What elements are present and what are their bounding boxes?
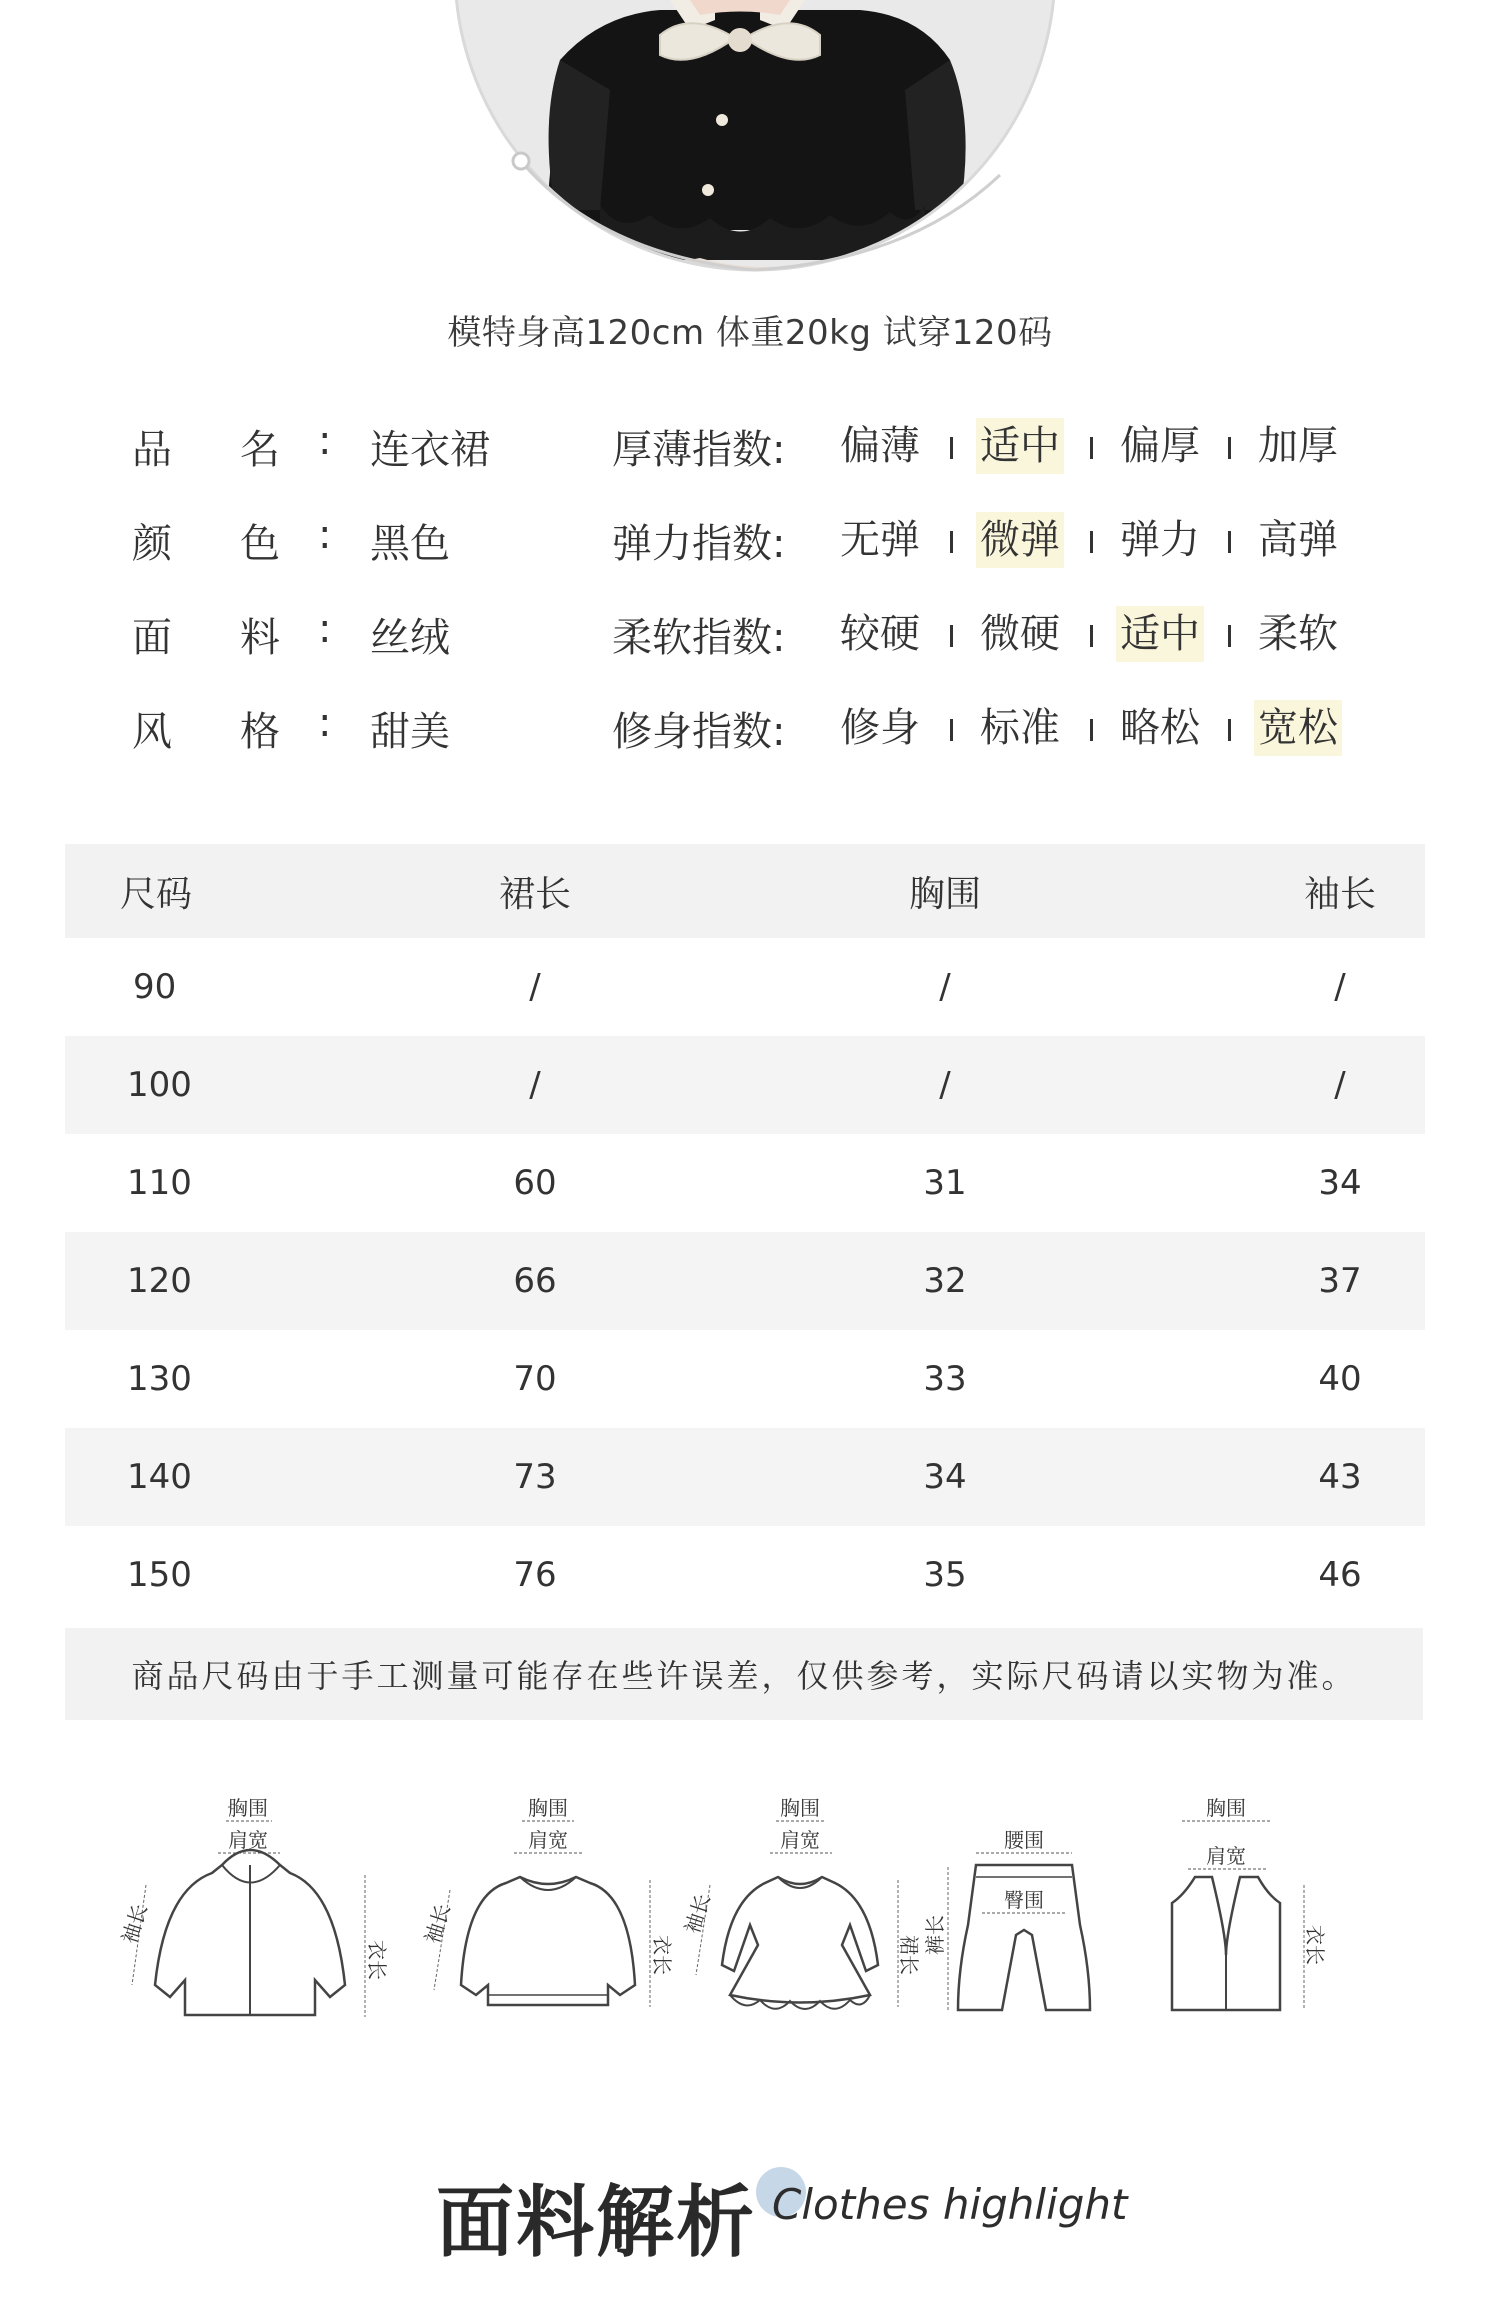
cell-text: 35: [923, 1555, 967, 1595]
sweater-label-length: 衣长: [650, 1935, 674, 1975]
attr-label-char: 风: [132, 709, 172, 755]
sweater-label-sleeve: 袖长: [419, 1901, 456, 1947]
cell-text: 32: [923, 1261, 967, 1301]
fabric-section-title: 面料解析: [436, 2178, 757, 2268]
index-separator: [1228, 437, 1231, 459]
index-separator: [1228, 625, 1231, 647]
table-row: [65, 1428, 1425, 1526]
table-cell: 110: [127, 1163, 192, 1203]
pants-label-waist: 腰围: [1004, 1828, 1044, 1852]
attr-label-char: 名: [240, 427, 280, 473]
table-cell: 90: [133, 967, 177, 1007]
vest-label-chest: 胸围: [1206, 1796, 1246, 1820]
attr-colon: :: [318, 418, 332, 464]
cell-text: 37: [1318, 1261, 1362, 1301]
attr-label: [132, 418, 280, 475]
size-disclaimer: 商品尺码由于手工测量可能存在些许误差，仅供参考，实际尺码请以实物为准。: [65, 1628, 1423, 1720]
dress-label-sleeve: 袖长: [679, 1891, 716, 1937]
table-header: [65, 844, 1425, 938]
index-option: 弹力: [1120, 517, 1200, 563]
cell-text: 73: [513, 1457, 557, 1497]
attr-row-style: [0, 700, 1500, 760]
attr-label-char: 料: [240, 615, 280, 661]
attr-value: 丝绒: [370, 615, 450, 661]
index-option: 高弹: [1258, 517, 1338, 563]
index-option: 略松: [1120, 705, 1200, 751]
cell-text: 60: [513, 1163, 557, 1203]
table-row: [65, 1526, 1425, 1624]
index-option: 加厚: [1258, 423, 1338, 469]
table-cell: 140: [127, 1457, 192, 1497]
index-option: 微硬: [980, 611, 1060, 657]
attr-value: 黑色: [370, 521, 450, 567]
attr-row-fabric: [0, 606, 1500, 666]
attr-value: 连衣裙: [370, 427, 490, 473]
index-label: 厚薄指数:: [612, 427, 786, 473]
vest-diagram: [1140, 1795, 1360, 2045]
index-separator: [1228, 531, 1231, 553]
cell-text: 43: [1318, 1457, 1362, 1497]
index-option: 偏薄: [840, 423, 920, 469]
table-row: [65, 1330, 1425, 1428]
cell-text: /: [939, 1065, 951, 1105]
cell-text: 34: [1318, 1163, 1362, 1203]
dress-label-chest: 胸围: [780, 1796, 820, 1820]
sweater-diagram: [419, 1795, 674, 2045]
cell-text: 33: [923, 1359, 967, 1399]
vest-label-length: 衣长: [1303, 1925, 1327, 1965]
index-separator: [950, 437, 953, 459]
cell-text: 70: [513, 1359, 557, 1399]
pants-label-length: 裤长: [923, 1915, 947, 1955]
cell-text: /: [529, 1065, 541, 1105]
index-option-selected: 适中: [1116, 606, 1204, 662]
header-text: 胸围: [909, 873, 982, 915]
attr-row-name: [0, 418, 1500, 478]
index-label: 弹力指数:: [612, 521, 786, 567]
index-label: 修身指数:: [612, 709, 786, 755]
index-separator: [950, 719, 953, 741]
attr-colon: :: [318, 512, 332, 558]
cell-text: 76: [513, 1555, 557, 1595]
attr-colon: :: [318, 606, 332, 652]
jacket-label-shoulder: 肩宽: [228, 1828, 268, 1852]
dress-label-shoulder: 肩宽: [780, 1828, 820, 1852]
index-option: 修身: [840, 705, 920, 751]
header-text: 裙长: [499, 873, 572, 915]
attr-value: 甜美: [370, 709, 450, 755]
table-row: [65, 1232, 1425, 1330]
index-separator: [1090, 625, 1093, 647]
index-separator: [1090, 719, 1093, 741]
index-separator: [950, 531, 953, 553]
attr-label-char: 颜: [132, 521, 172, 567]
sweater-label-shoulder: 肩宽: [528, 1828, 568, 1852]
cell-text: /: [1334, 1065, 1346, 1105]
pants-label-hip: 臀围: [1004, 1888, 1044, 1912]
index-separator: [950, 625, 953, 647]
index-option-selected: 适中: [976, 418, 1064, 474]
jacket-label-length: 衣长: [365, 1940, 389, 1980]
index-option-selected: 宽松: [1254, 700, 1342, 756]
table-cell: 150: [127, 1555, 192, 1595]
attr-label: [132, 606, 280, 663]
dress-diagram: [679, 1795, 921, 2045]
table-cell: 130: [127, 1359, 192, 1399]
attr-label-char: 品: [132, 427, 172, 473]
jacket-diagram: [116, 1795, 389, 2045]
pants-diagram: [920, 1795, 1120, 2045]
sweater-label-chest: 胸围: [528, 1796, 568, 1820]
fabric-section-subtitle: Clothes highlight: [772, 2180, 1128, 2229]
model-photo: [0, 0, 1500, 300]
jacket-label-chest: 胸围: [228, 1796, 268, 1820]
model-caption: 模特身高120cm 体重20kg 试穿120码: [447, 313, 1053, 353]
cell-text: /: [939, 967, 951, 1007]
attr-label: [132, 700, 280, 757]
cell-text: 66: [513, 1261, 557, 1301]
cell-text: 31: [923, 1163, 967, 1203]
attr-label: [132, 512, 280, 569]
index-option: 标准: [980, 705, 1060, 751]
header-text: 袖长: [1304, 873, 1377, 915]
table-row: [65, 938, 1425, 1036]
index-option: 无弹: [840, 517, 920, 563]
index-label: 柔软指数:: [612, 615, 786, 661]
vest-label-shoulder: 肩宽: [1206, 1844, 1246, 1868]
index-separator: [1090, 437, 1093, 459]
table-row: [65, 1036, 1425, 1134]
cell-text: /: [1334, 967, 1346, 1007]
index-option: 柔软: [1258, 611, 1338, 657]
cell-text: 40: [1318, 1359, 1362, 1399]
index-option: 较硬: [840, 611, 920, 657]
index-separator: [1228, 719, 1231, 741]
jacket-label-sleeve: 袖长: [116, 1901, 153, 1947]
table-row: [65, 1134, 1425, 1232]
dress-label-length: 裙长: [897, 1935, 921, 1975]
index-option: 偏厚: [1120, 423, 1200, 469]
attr-label-char: 面: [132, 615, 172, 661]
attr-colon: :: [318, 700, 332, 746]
table-header-cell: 尺码: [120, 873, 193, 915]
index-separator: [1090, 531, 1093, 553]
attr-label-char: 格: [240, 709, 280, 755]
index-option-selected: 微弹: [976, 512, 1064, 568]
size-table: [65, 844, 1425, 1624]
table-cell: 120: [127, 1261, 192, 1301]
cell-text: 34: [923, 1457, 967, 1497]
table-cell: 100: [127, 1065, 192, 1105]
cell-text: 46: [1318, 1555, 1362, 1595]
attr-row-color: [0, 512, 1500, 572]
cell-text: /: [529, 967, 541, 1007]
attr-label-char: 色: [240, 521, 280, 567]
